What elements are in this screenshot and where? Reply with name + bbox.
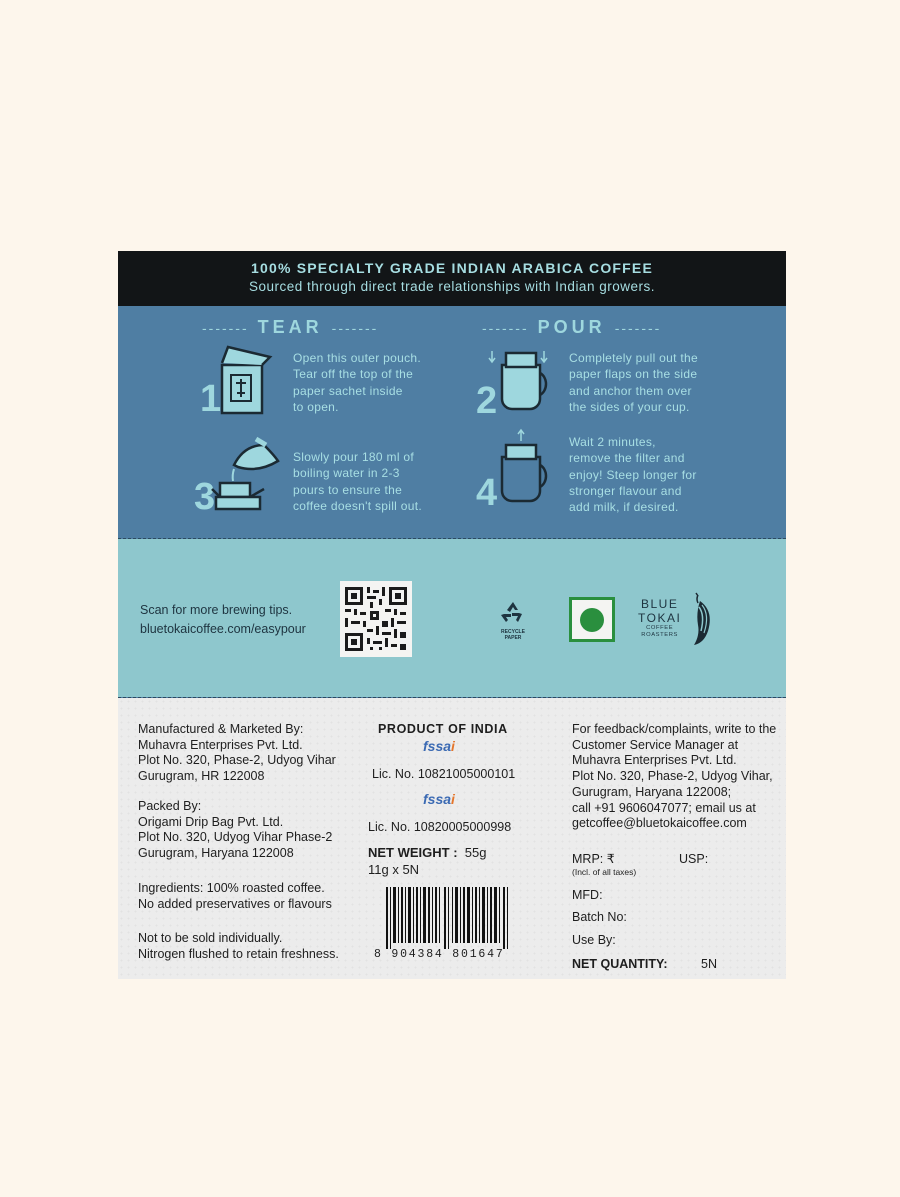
ingredients-label: Ingredients: (138, 881, 204, 895)
notes-block (138, 931, 339, 962)
header-subtitle: Sourced through direct trade relationships with Indian growers. (249, 279, 655, 294)
qr-code-icon[interactable] (340, 581, 412, 657)
manufacturer-line: Plot No. 320, Phase-2, Udyog Vihar (138, 753, 336, 768)
manufacturer-block (138, 722, 336, 785)
net-quantity-label: NET QUANTITY: (572, 957, 668, 971)
packer-line: Plot No. 320, Udyog Vihar Phase-2 (138, 830, 333, 845)
fssai-logo-2: fssai (423, 791, 455, 807)
coffee-box-back (118, 251, 786, 979)
header-band (118, 251, 786, 306)
tear-dash-right: ------- (331, 320, 379, 336)
logo-word-1: BLUE (640, 597, 679, 611)
manufacturer-line: Muhavra Enterprises Pvt. Ltd. (138, 737, 303, 752)
fssai-logo-1: fssai (423, 738, 455, 754)
packer-line: Gurugram, Haryana 122008 (138, 846, 294, 861)
batch-label: Batch No: (572, 910, 627, 924)
feedback-line: Customer Service Manager at (572, 737, 739, 752)
veg-mark-icon (569, 597, 615, 642)
recycle-caption-2: PAPER (504, 635, 522, 641)
license-1: Lic. No. 10821005000101 (372, 767, 516, 781)
feedback-line: For feedback/complaints, write to the (572, 722, 777, 736)
dashed-divider-top (118, 538, 786, 539)
manufacturer-title: Manufactured & Marketed By: (138, 722, 304, 736)
step-2-number: 2 (476, 380, 498, 417)
feedback-email: getcoffee@bluetokaicoffee.com (572, 816, 747, 831)
net-weight (368, 845, 486, 861)
net-weight-value: 55g (464, 845, 487, 860)
feedback-line: Plot No. 320, Phase-2, Udyog Vihar, (572, 769, 773, 784)
pack-size: 11g x 5N (368, 862, 420, 877)
mrp-label: MRP: ₹ (572, 852, 615, 866)
barcode (386, 887, 510, 949)
feedback-line: call +91 9606047077; email us at (572, 800, 756, 815)
recycle-badge (496, 600, 530, 641)
step-2-text: Completely pull out the paper flaps on the side and anchor them over the sides of your cup. (569, 351, 698, 414)
scan-text (140, 601, 306, 639)
cup-lift-icon (474, 427, 558, 509)
pour-title: POUR (537, 317, 606, 337)
note-nitrogen: Nitrogen flushed to retain freshness. (138, 946, 339, 961)
packer-title: Packed By: (138, 799, 202, 813)
header-title: 100% SPECIALTY GRADE INDIAN ARABICA COFFEE (251, 260, 653, 276)
scan-url: bluetokaicoffee.com/easypour (140, 622, 306, 636)
kettle-pour-icon (194, 435, 284, 513)
tear-dash-left: ------- (202, 320, 249, 336)
brand-logo (638, 597, 681, 639)
ingredients-note: No added preservatives or flavours (138, 896, 332, 911)
logo-word-4: ROASTERS (641, 632, 678, 638)
feedback-line: Gurugram, Haryana 122008; (572, 784, 732, 799)
net-weight-label: NET WEIGHT : (368, 845, 458, 860)
recycle-caption-1: RECYCLE (501, 629, 525, 635)
useby-label: Use By: (572, 933, 616, 947)
usp-label: USP: (679, 852, 709, 866)
step-4-text: Wait 2 minutes, remove the filter and enjoy! Steep longer for stronger flavour and add milk, if desired. (569, 435, 697, 515)
pour-dash-left: ------- (482, 320, 529, 336)
pour-dash-right: ------- (614, 320, 662, 336)
barcode-number: 8 904384 801647 (374, 948, 505, 961)
pouch-icon (200, 343, 280, 415)
step-4-number: 4 (476, 472, 498, 509)
logo-word-2: TOKAI (638, 611, 682, 625)
cup-filter-icon (474, 347, 558, 417)
scan-line-1: Scan for more brewing tips. (140, 603, 293, 617)
note-individual: Not to be sold individually. (138, 931, 283, 945)
peacock-feather-icon (686, 591, 714, 649)
manufacturer-line: Gurugram, HR 122008 (138, 769, 265, 784)
tear-heading (202, 317, 378, 338)
pour-heading (482, 317, 661, 338)
feedback-line: Muhavra Enterprises Pvt. Ltd. (572, 753, 737, 768)
ingredients-value: 100% roasted coffee. (203, 881, 325, 895)
logo-word-3: COFFEE (646, 625, 674, 631)
mfd-label: MFD: (572, 888, 603, 902)
mrp-note: (Incl. of all taxes) (572, 867, 637, 877)
step-3-text: Slowly pour 180 ml of boiling water in 2-3 pours to ensure the coffee doesn't spill out. (293, 450, 422, 513)
packer-block (138, 799, 332, 862)
step-3-number: 3 (194, 476, 216, 513)
packer-line: Origami Drip Bag Pvt. Ltd. (138, 814, 284, 829)
license-2: Lic. No. 10820005000998 (368, 820, 512, 834)
step-1-number: 1 (200, 378, 222, 415)
feedback-block (572, 722, 776, 832)
ingredients-block (138, 881, 332, 912)
tear-title: TEAR (257, 317, 323, 337)
recycle-icon (500, 600, 526, 624)
net-quantity-value: 5N (701, 957, 717, 971)
product-of-india: PRODUCT OF INDIA (378, 722, 508, 736)
step-1-text: Open this outer pouch. Tear off the top of the paper sachet inside to open. (293, 351, 422, 414)
